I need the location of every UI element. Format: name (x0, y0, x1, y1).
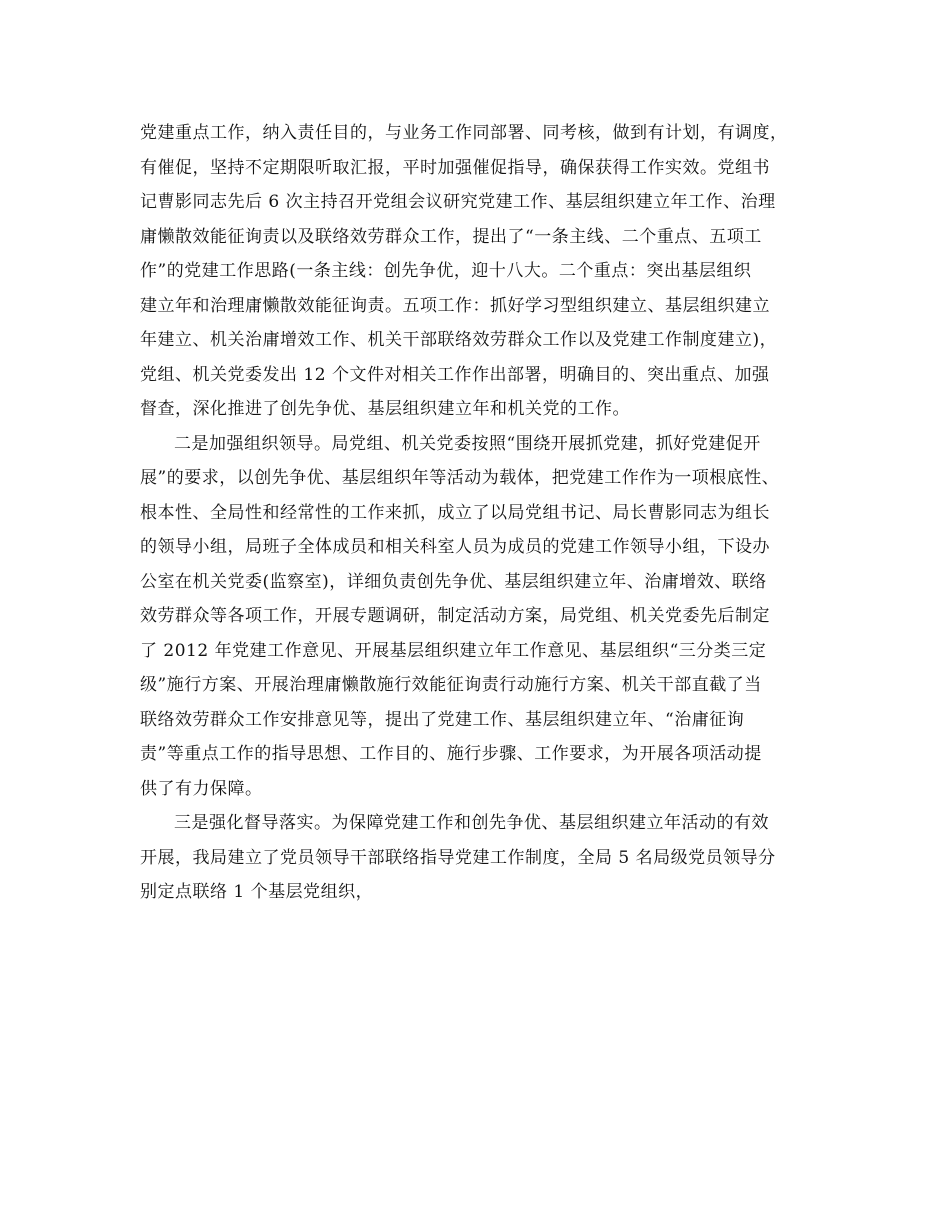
text-line: 联络效劳群众工作安排意见等，提出了党建工作、基层组织建立年、“治庸征询 (140, 709, 745, 730)
text-line: 供了有力保障。 (140, 778, 263, 799)
text-line: 了 2012 年党建工作意见、开展基层组织建立年工作意见、基层组织“三分类三定 (140, 640, 767, 661)
text-line: 公室在机关党委(监察室)，详细负责创先争优、基层组织建立年、治庸增效、联络 (140, 571, 767, 592)
text-line: 责”等重点工作的指导思想、工作目的、施行步骤、工作要求，为开展各项活动提 (140, 744, 762, 764)
text-line: 庸懒散效能征询责以及联络效劳群众工作，提出了“一条主线、二个重点、五项工 (140, 226, 762, 247)
text-line: 根本性、全局性和经常性的工作来抓，成立了以局党组书记、局长曹影同志为组长 (140, 502, 770, 523)
paragraph-1 (140, 116, 830, 427)
text-line: 二是加强组织领导。局党组、机关党委按照“围绕开展抓党建，抓好党建促开 (174, 433, 761, 454)
document-body (140, 116, 830, 910)
text-line: 效劳群众等各项工作，开展专题调研，制定活动方案，局党组、机关党委先后制定 (140, 606, 770, 626)
paragraph-2 (140, 427, 830, 807)
text-line: 级”施行方案、开展治理庸懒散施行效能征询责行动施行方案、机关干部直截了当 (140, 675, 762, 695)
text-line: 的领导小组，局班子全体成员和相关科室人员为成员的党建工作领导小组，下设办 (140, 537, 770, 557)
text-line: 有催促，坚持不定期限听取汇报，平时加强催促指导，确保获得工作实效。党组书 (140, 157, 770, 178)
text-line: 党组、机关党委发出 12 个文件对相关工作作出部署，明确目的、突出重点、加强 (140, 364, 770, 385)
text-line: 三是强化督导落实。为保障党建工作和创先争优、基层组织建立年活动的有效 (174, 813, 769, 833)
text-line: 开展，我局建立了党员领导干部联络指导党建工作制度，全局 5 名局级党员领导分 (140, 847, 776, 868)
text-line: 督查，深化推进了创先争优、基层组织建立年和机关党的工作。 (140, 399, 630, 419)
text-line: 展”的要求，以创先争优、基层组织年等活动为载体，把党建工作作为一项根底性、 (140, 468, 780, 488)
text-line: 作”的党建工作思路(一条主线：创先争优，迎十八大。二个重点：突出基层组织 (140, 261, 752, 281)
text-line: 别定点联络 1 个基层党组织， (140, 882, 374, 902)
text-line: 党建重点工作，纳入责任目的，与业务工作同部署、同考核，做到有计划，有调度， (140, 123, 788, 143)
paragraph-3 (140, 806, 830, 910)
text-line: 年建立、机关治庸增效工作、机关干部联络效劳群众工作以及党建工作制度建立)， (140, 330, 778, 350)
text-line: 记曹影同志先后 6 次主持召开党组会议研究党建工作、基层组织建立年工作、治理 (140, 192, 776, 212)
text-line: 建立年和治理庸懒散效能征询责。五项工作：抓好学习型组织建立、基层组织建立 (140, 295, 770, 316)
